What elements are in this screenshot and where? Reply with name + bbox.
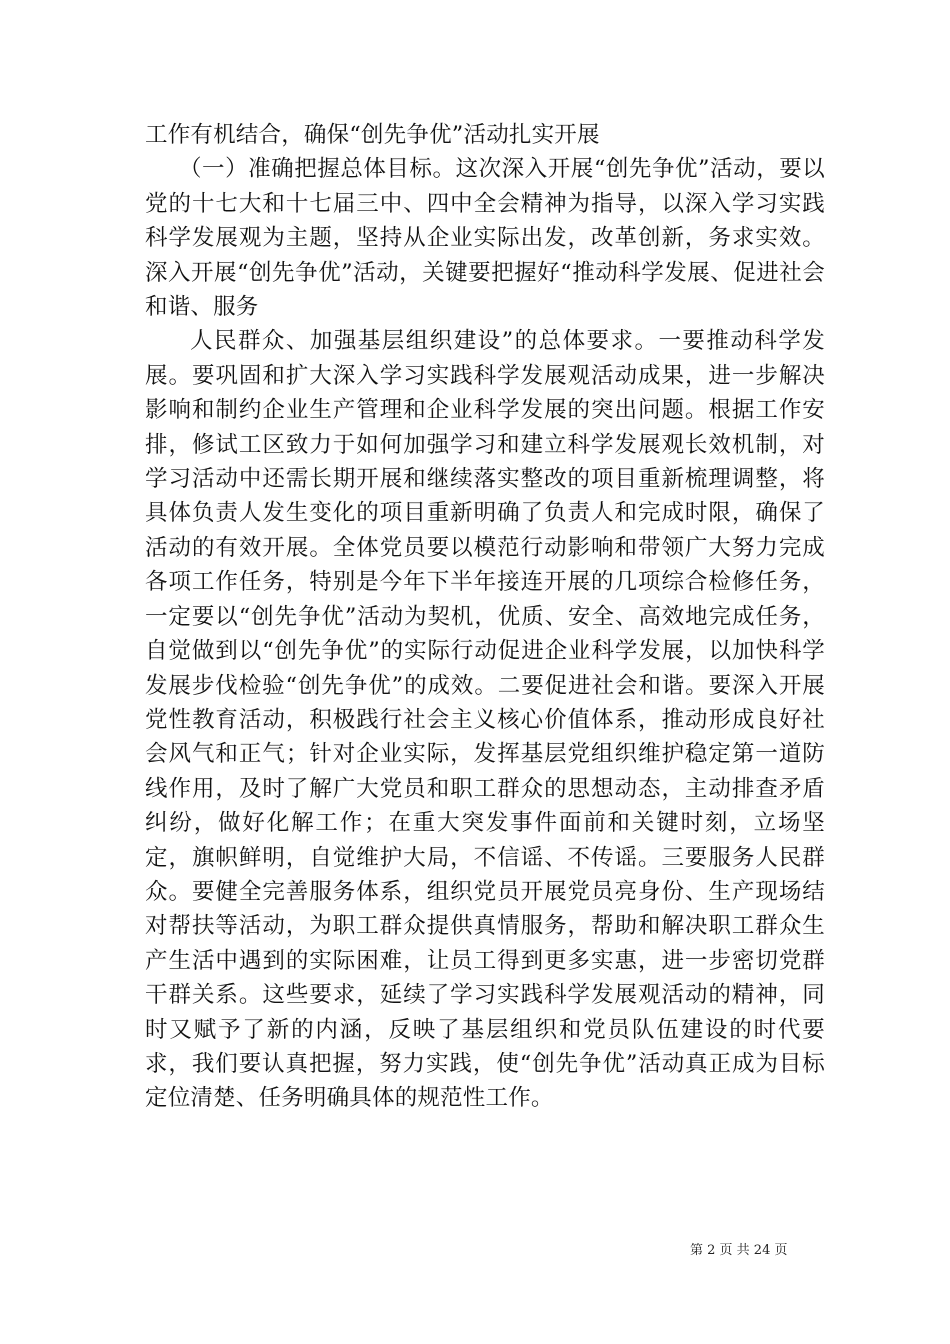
paragraph-overall-goal: （一）准确把握总体目标。这次深入开展“创先争优”活动，要以党的十七大和十七届三中、四中全会精神为指导，以深入学习实践科学发展观为主题，坚持从企业实际出发，改革创新，务求实效。深入开展“创先争优”活动，关键要把握好“推动科学发展、促进社会和谐、服务 (145, 156, 825, 321)
document-body (145, 118, 825, 1116)
page-number: 第 2 页 共 24 页 (690, 1243, 788, 1258)
paragraph-continuation: 工作有机结合，确保“创先争优”活动扎实开展 (145, 122, 600, 148)
paragraph-requirements: 人民群众、加强基层组织建设”的总体要求。一要推动科学发展。要巩固和扩大深入学习实践科学发展观活动成果，进一步解决影响和制约企业生产管理和企业科学发展的突出问题。根据工作安排，修试工区致力于如何加强学习和建立科学发展观长效机制，对学习活动中还需长期开展和继续落实整改的项目重新梳理调整，将具体负责人发生变化的项目重新明确了负责人和完成时限，确保了活动的有效开展。全体党员要以模范行动影响和带领广大努力完成各项工作任务，特别是今年下半年接连开展的几项综合检修任务，一定要以“创先争优”活动为契机，优质、安全、高效地完成任务，自觉做到以“创先争优”的实际行动促进企业科学发展，以加快科学发展步伐检验“创先争优”的成效。二要促进社会和谐。要深入开展党性教育活动，积极践行社会主义核心价值体系，推动形成良好社会风气和正气；针对企业实际，发挥基层党组织维护稳定第一道防线作用，及时了解广大党员和职工群众的思想动态，主动排查矛盾纠纷，做好化解工作；在重大突发事件面前和关键时刻，立场坚定，旗帜鲜明，自觉维护大局，不信谣、不传谣。三要服务人民群众。要健全完善服务体系，组织党员开展党员亮身份、生产现场结对帮扶等活动，为职工群众提供真情服务，帮助和解决职工群众生产生活中遇到的实际困难，让员工得到更多实惠，进一步密切党群干群关系。这些要求，延续了学习实践科学发展观活动的精神，同时又赋予了新的内涵，反映了基层组织和党员队伍建设的时代要求，我们要认真把握，努力实践，使“创先争优”活动真正成为目标定位清楚、任务明确具体的规范性工作。 (145, 328, 825, 1112)
